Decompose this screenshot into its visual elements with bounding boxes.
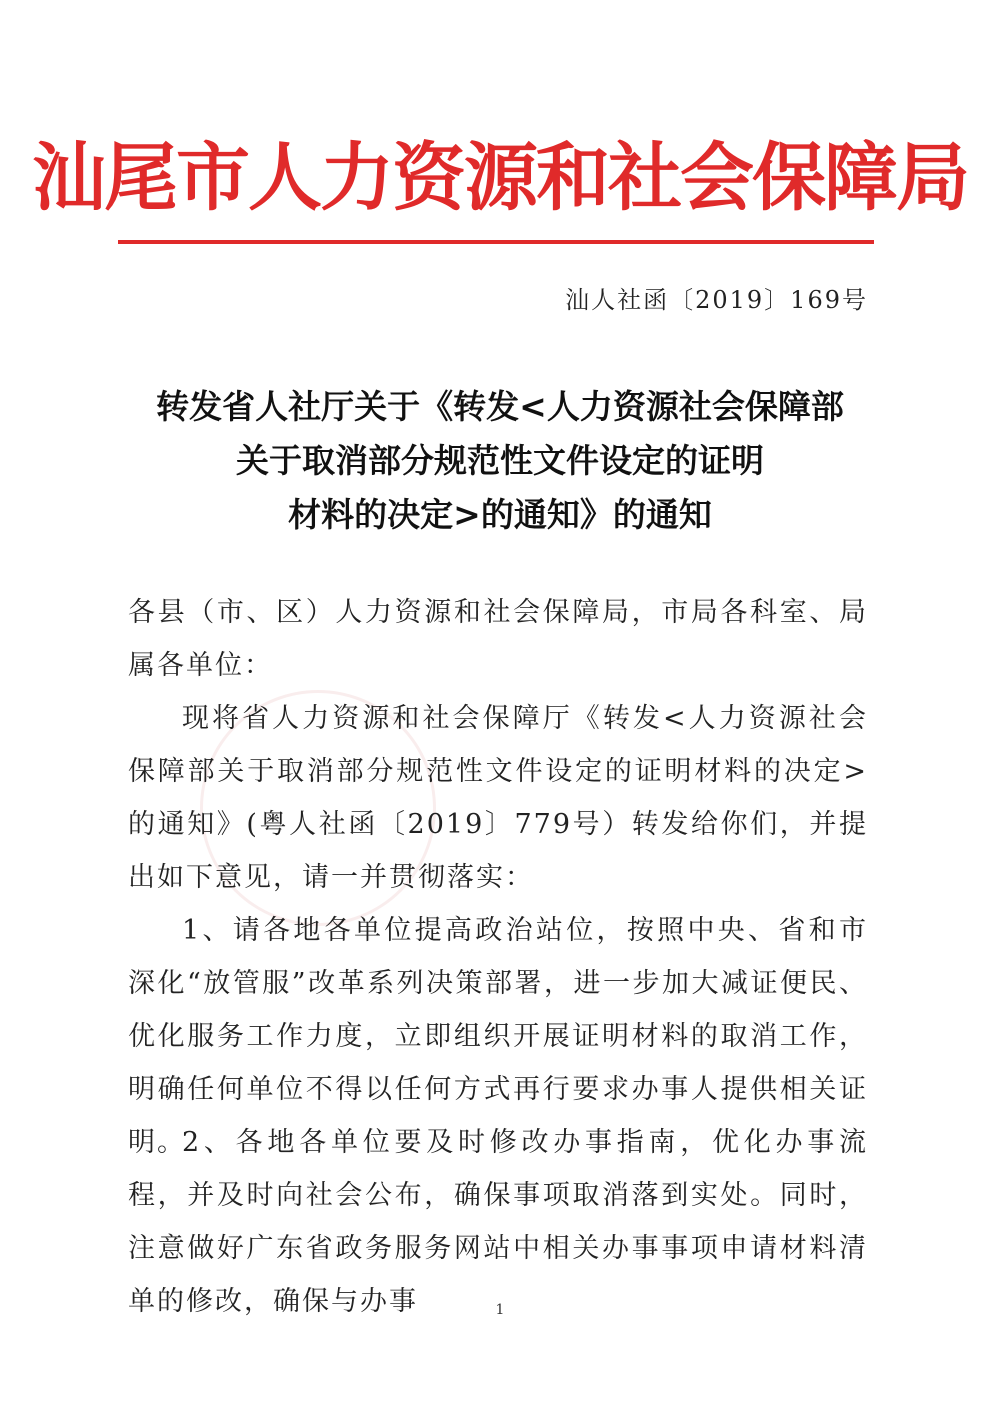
document-title-line-3: 材料的决定>的通知》的通知 bbox=[288, 495, 712, 534]
intro-paragraph: 现将省人力资源和社会保障厅《转发<人力资源社会保障部关于取消部分规范性文件设定的证明材料的决定>的通知》(粤人社函〔2019〕779号）转发给你们，并提出如下意见，请一并贯彻落实： bbox=[128, 703, 868, 893]
salutation: 各县（市、区）人力资源和社会保障局，市局各科室、局属各单位： bbox=[128, 597, 868, 681]
letterhead-red-rule bbox=[118, 240, 874, 244]
document-title-line-1: 转发省人社厅关于《转发<人力资源社会保障部 bbox=[156, 387, 844, 426]
letterhead-issuer: 汕尾市人力资源和社会保障局 bbox=[32, 135, 968, 221]
page-number: 1 bbox=[495, 1302, 505, 1318]
item-2-paragraph: 2、各地各单位要及时修改办事指南，优化办事流程，并及时向社会公布，确保事项取消落到实处。同时，注意做好广东省政务服务网站中相关办事事项申请材料清单的修改，确保与办事 bbox=[128, 1127, 868, 1317]
document-title-line-2: 关于取消部分规范性文件设定的证明 bbox=[236, 441, 764, 480]
document-number: 汕人社函〔2019〕169号 bbox=[565, 286, 868, 314]
document-title bbox=[0, 380, 1000, 542]
item-1-paragraph: 1、请各地各单位提高政治站位，按照中央、省和市深化“放管服”改革系列决策部署，进一步加大减证便民、优化服务工作力度，立即组织开展证明材料的取消工作，明确任何单位不得以任何方式再行要求办事人提供相关证明。 bbox=[128, 915, 868, 1158]
